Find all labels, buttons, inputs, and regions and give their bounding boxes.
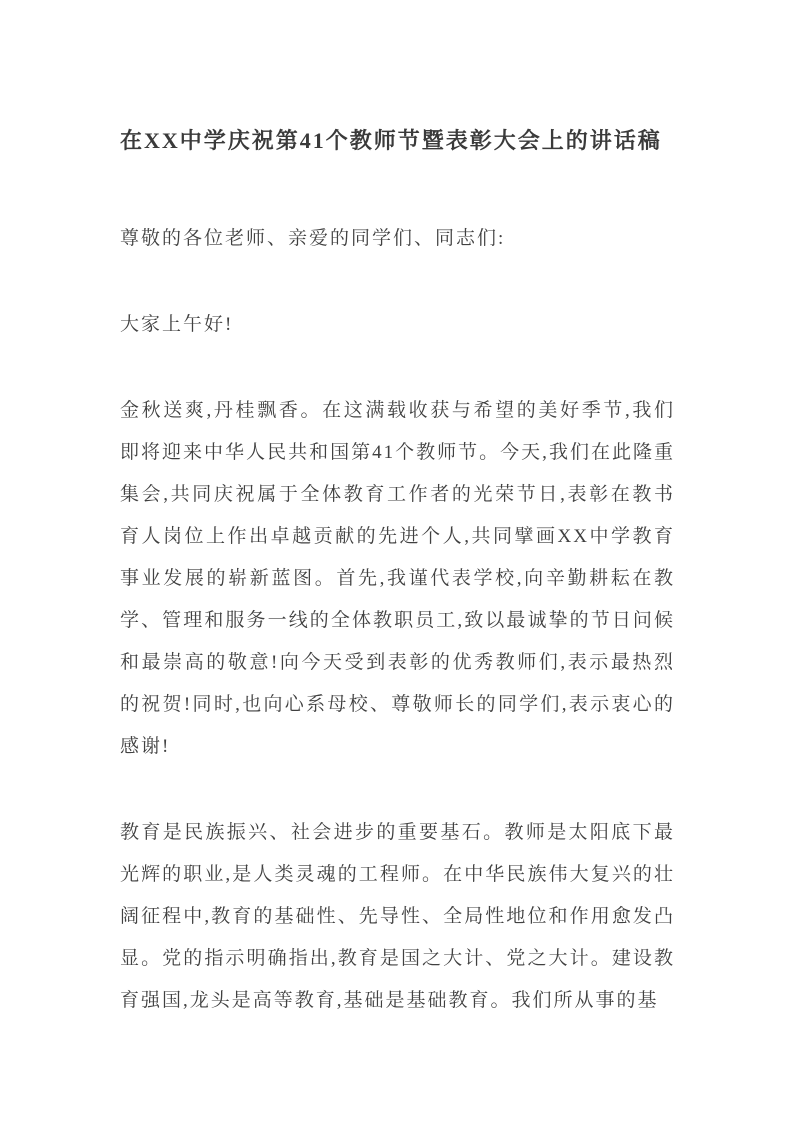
document-title: 在XX中学庆祝第41个教师节暨表彰大会上的讲话稿 — [120, 128, 662, 153]
paragraph-salutation: 尊敬的各位老师、亲爱的同学们、同志们: — [120, 228, 506, 249]
paragraph-greeting: 大家上午好! — [120, 314, 234, 335]
paragraph-body-1: 金秋送爽,丹桂飘香。在这满载收获与希望的美好季节,我们即将迎来中华人民共和国第41个教师节。今天,我们在此隆重集会,共同庆祝属于全体教育工作者的光荣节日,表彰在教书育人岗位上作出卓越贡献的先进个人,共同擘画XX中学教育事业发展的崭新蓝图。首先,我谨代表学校,向辛勤耕耘在教学、管理和服务一线的全体教职员工,致以最诚挚的节日问候和最崇高的敬意!向今天受到表彰的优秀教师们,表示最热烈的祝贺!同时,也向心系母校、尊敬师长的同学们,表示衷心的感谢! — [120, 400, 675, 757]
paragraph-body-2: 教育是民族振兴、社会进步的重要基石。教师是太阳底下最光辉的职业,是人类灵魂的工程师。在中华民族伟大复兴的壮阔征程中,教育的基础性、先导性、全局性地位和作用愈发凸显。党的指示明确指出,教育是国之大计、党之大计。建设教育强国,龙头是高等教育,基础是基础教育。我们所从事的基 — [120, 822, 675, 1011]
